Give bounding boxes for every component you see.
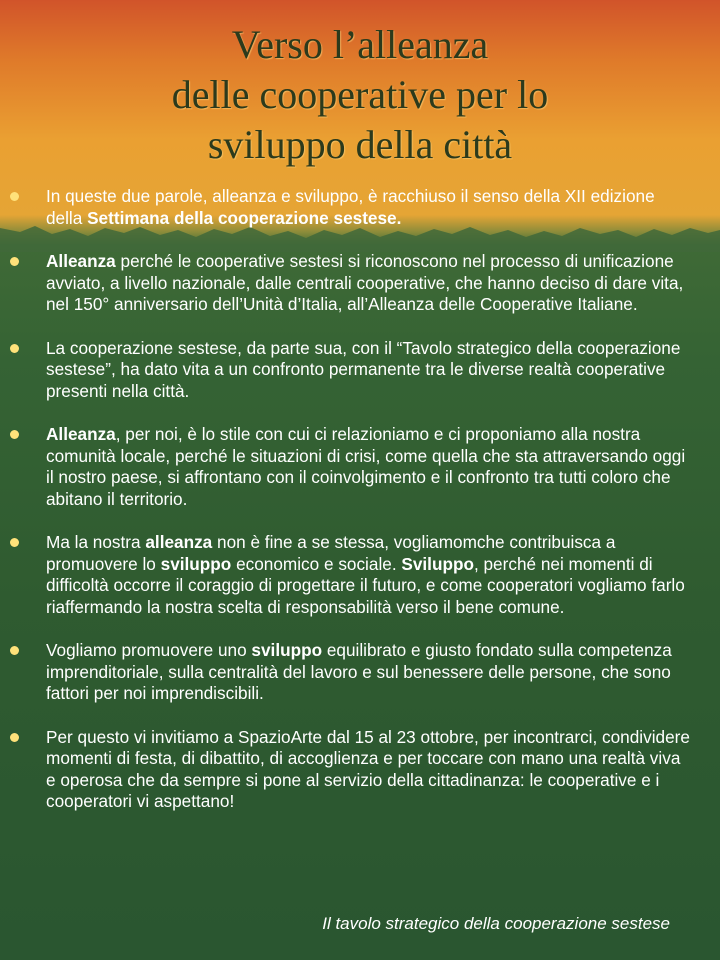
bullet-text: Vogliamo promuovere uno xyxy=(46,640,252,660)
bullet-text: , perché nei momenti di difficoltà occorre il coraggio di progettare il futuro, e come cooperatori vogliamo farlo riaffermando la nostra scelta di responsabilità verso il bene comune. xyxy=(46,553,685,617)
list-item xyxy=(0,727,720,813)
list-item xyxy=(0,338,720,403)
bullet-dot-icon xyxy=(10,646,19,655)
bullet-text: , per noi, è lo stile con cui ci relazioniamo e ci proponiamo alla nostra comunità locale, perché le situazioni di crisi, come quella che sta attraversando oggi il nostro paese, si affrontano con il coinvolgimento e il confronto tra tutti coloro che abitano il territorio. xyxy=(46,424,686,509)
bullet-bold-text: sviluppo xyxy=(160,553,232,574)
list-item xyxy=(0,186,720,229)
title-line-2: delle cooperative per lo xyxy=(171,72,549,117)
bullet-text: Ma la nostra xyxy=(46,532,146,552)
list-item xyxy=(0,424,720,510)
bullet-bold-text: alleanza xyxy=(145,532,213,552)
bullet-dot-icon xyxy=(10,257,19,266)
bullet-text: Per questo vi invitiamo a SpazioArte dal 15 al 23 ottobre, per incontrarci, condividere momenti di festa, di dibattito, di accoglienza e per toccare con mano una realtà viva e operosa che da sempre si pone al servizio della cittadinanza: le cooperative e i cooperatori vi aspettano! xyxy=(46,726,690,811)
bullet-text: economico e sociale. xyxy=(231,553,402,574)
bullet-dot-icon xyxy=(10,192,19,201)
list-item xyxy=(0,251,720,316)
bullet-bold-text: Sviluppo xyxy=(401,553,474,574)
bullet-bold-text: Alleanza xyxy=(46,424,116,444)
bullet-text: perché le cooperative sestesi si riconoscono nel processo di unificazione avviato, a livello nazionale, dalle centrali cooperative, che hanno deciso di dare vita, nel 150° anniversario dell’Unità d’Italia, all’Alleanza delle Cooperative Italiane. xyxy=(46,251,684,314)
title-line-1: Verso l’alleanza xyxy=(231,22,489,67)
bullet-bold-text: sviluppo xyxy=(251,640,323,660)
bullet-text: non è fine a se stessa, vogliamomche contribuisca a promuovere lo xyxy=(46,532,616,574)
list-item xyxy=(0,640,720,705)
bullet-dot-icon xyxy=(10,430,19,439)
bullet-dot-icon xyxy=(10,733,19,742)
bullet-dot-icon xyxy=(10,344,19,353)
bullet-list xyxy=(0,186,720,835)
bullet-bold-text: Settimana della cooperazione sestese. xyxy=(87,207,402,228)
page-title xyxy=(0,20,720,170)
signature: Il tavolo strategico della cooperazione sestese xyxy=(322,914,670,933)
bullet-bold-text: Alleanza xyxy=(46,251,116,271)
bullet-dot-icon xyxy=(10,538,19,547)
title-line-3: sviluppo della città xyxy=(207,122,513,167)
bullet-text: La cooperazione sestese, da parte sua, con il “Tavolo strategico della cooperazione sestese”, ha dato vita a un confronto permanente tra le diverse realtà cooperative presenti nella città. xyxy=(46,337,681,401)
bullet-text: equilibrato e giusto fondato sulla competenza imprenditoriale, sulla centralità del lavoro e sul benessere delle persone, che sono fattori per noi imprendiscibili. xyxy=(46,640,672,703)
bullet-text: In queste due parole, alleanza e sviluppo, è racchiuso il senso della XII edizione della xyxy=(46,186,655,228)
list-item xyxy=(0,532,720,618)
